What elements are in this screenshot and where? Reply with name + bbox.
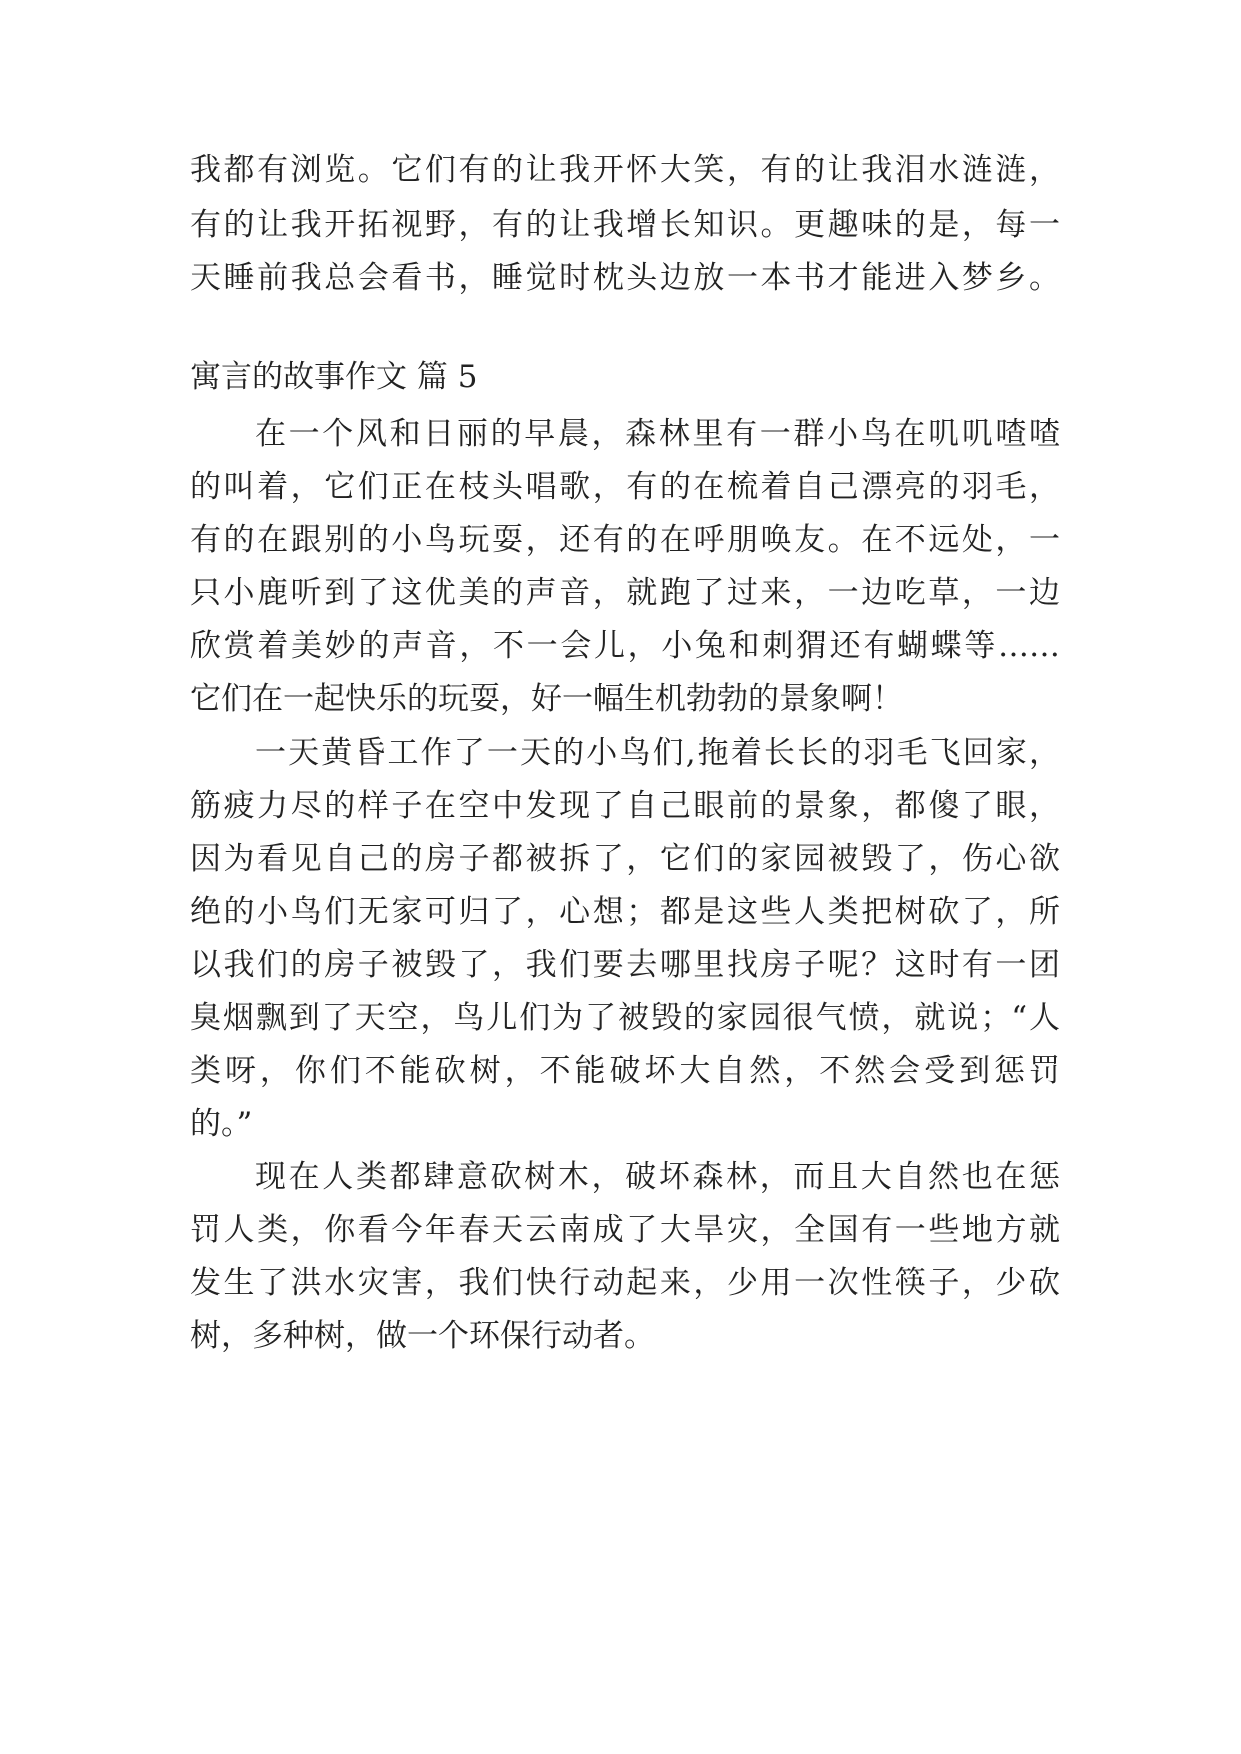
para1-line-3: 有的在跟别的小鸟玩耍，还有的在呼朋唤友。在不远处，一	[190, 522, 1060, 558]
intro-line-1: 我都有浏览。它们有的让我开怀大笑，有的让我泪水涟涟，	[190, 152, 1060, 188]
para2-line-5: 以我们的房子被毁了，我们要去哪里找房子呢？这时有一团	[190, 947, 1060, 983]
para2-line-4: 绝的小鸟们无家可归了，心想；都是这些人类把树砍了，所	[190, 894, 1060, 930]
para1-line-2: 的叫着，它们正在枝头唱歌，有的在梳着自己漂亮的羽毛，	[190, 469, 1060, 505]
para3-line-1: 现在人类都肆意砍树木，破坏森林，而且大自然也在惩	[255, 1159, 1060, 1195]
para2-line-2: 筋疲力尽的样子在空中发现了自己眼前的景象，都傻了眼，	[190, 788, 1060, 824]
para1-line-1: 在一个风和日丽的早晨，森林里有一群小鸟在叽叽喳喳	[255, 416, 1060, 452]
intro-line-3: 天睡前我总会看书，睡觉时枕头边放一本书才能进入梦乡。	[190, 260, 1060, 296]
para2-line-6: 臭烟飘到了天空，鸟儿们为了被毁的家园很气愤，就说；“人	[190, 1000, 1060, 1036]
para3-line-4: 树，多种树，做一个环保行动者。	[190, 1318, 655, 1354]
para2-line-3: 因为看见自己的房子都被拆了，它们的家园被毁了，伤心欲	[190, 841, 1060, 877]
para3-line-2: 罚人类，你看今年春天云南成了大旱灾，全国有一些地方就	[190, 1212, 1060, 1248]
para1-line-4: 只小鹿听到了这优美的声音，就跑了过来，一边吃草，一边	[190, 575, 1060, 611]
para3-line-3: 发生了洪水灾害，我们快行动起来，少用一次性筷子，少砍	[190, 1265, 1060, 1301]
para2-line-8: 的。”	[190, 1106, 253, 1142]
intro-line-2: 有的让我开拓视野，有的让我增长知识。更趣味的是，每一	[190, 207, 1060, 243]
para1-line-6: 它们在一起快乐的玩耍，好一幅生机勃勃的景象啊！	[190, 681, 903, 717]
para2-line-7: 类呀，你们不能砍树，不能破坏大自然，不然会受到惩罚	[190, 1053, 1060, 1089]
para1-line-5: 欣赏着美妙的声音，不一会儿，小兔和刺猬还有蝴蝶等……	[190, 628, 1060, 664]
section-heading: 寓言的故事作文 篇 5	[190, 359, 478, 395]
para2-line-1: 一天黄昏工作了一天的小鸟们,拖着长长的羽毛飞回家，	[255, 735, 1060, 771]
